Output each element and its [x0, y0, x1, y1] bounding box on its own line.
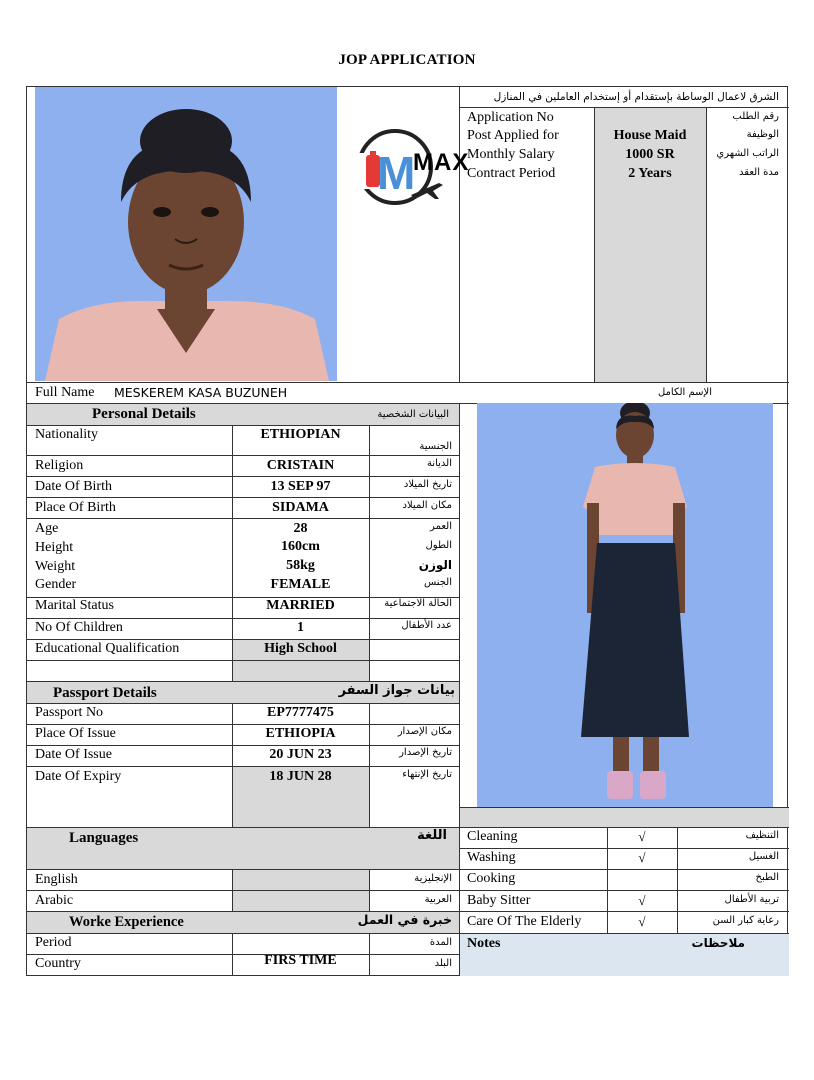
- weight-value: 58kg: [286, 558, 315, 573]
- skill-cooking-ar: الطبخ: [755, 872, 779, 883]
- notes-ar: ملاحظات: [691, 936, 745, 950]
- date-issue-value: 20 JUN 23: [269, 747, 332, 762]
- full-body-photo: [477, 403, 773, 807]
- country-label: Country: [35, 956, 81, 971]
- place-issue-label: Place Of Issue: [35, 726, 116, 741]
- personal-heading: Personal Details: [92, 406, 196, 422]
- contract-value: 2 Years: [628, 166, 672, 181]
- post-label: Post Applied for: [467, 128, 559, 143]
- contract-ar: مدة العقد: [739, 167, 779, 178]
- nationality-ar: الجنسية: [419, 441, 452, 452]
- height-ar: الطول: [425, 540, 452, 551]
- gender-ar: الجنس: [423, 577, 452, 588]
- languages-heading: Languages: [69, 830, 139, 846]
- marital-ar: الحالة الاجتماعية: [384, 598, 452, 609]
- full-name-value: MESKEREM KASA BUZUNEH: [114, 385, 288, 400]
- period-label: Period: [35, 935, 72, 950]
- experience-heading-ar: خبرة في العمل: [357, 912, 452, 927]
- pob-ar: مكان الميلاد: [402, 500, 452, 511]
- skill-baby-sitter-label: Baby Sitter: [467, 893, 531, 908]
- skills-top-shade: [459, 807, 789, 827]
- post-value: House Maid: [613, 128, 687, 143]
- skill-elderly-label: Care Of The Elderly: [467, 914, 582, 929]
- full-name-label: Full Name: [35, 385, 95, 400]
- passport-heading: Passport Details: [53, 685, 157, 701]
- place-issue-value: ETHIOPIA: [265, 726, 336, 741]
- skill-baby-sitter-ar: تربية الأطفال: [724, 894, 779, 905]
- date-expiry-ar: تاريخ الإنتهاء: [402, 769, 452, 780]
- marital-label: Marital Status: [35, 598, 114, 613]
- personal-heading-ar: البيانات الشخصية: [377, 409, 449, 420]
- skill-cleaning-label: Cleaning: [467, 829, 518, 844]
- salary-label: Monthly Salary: [467, 147, 555, 162]
- date-issue-ar: تاريخ الإصدار: [399, 747, 452, 758]
- date-expiry-value: 18 JUN 28: [269, 769, 332, 784]
- age-ar: العمر: [430, 521, 452, 532]
- nationality-label: Nationality: [35, 427, 98, 442]
- marital-value: MARRIED: [266, 598, 335, 613]
- religion-value: CRISTAIN: [266, 458, 335, 473]
- application-no-label: Application No: [467, 110, 554, 125]
- logo-text: MAX: [413, 149, 470, 176]
- english-ar: الإنجليزية: [414, 873, 452, 884]
- application-no-ar: رقم الطلب: [732, 111, 779, 122]
- passport-no-label: Passport No: [35, 705, 104, 720]
- pob-value: SIDAMA: [272, 500, 329, 515]
- gender-value: FEMALE: [270, 577, 331, 592]
- height-label: Height: [35, 540, 74, 555]
- children-ar: عدد الأطفال: [401, 620, 452, 631]
- weight-label: Weight: [35, 559, 76, 574]
- dob-value: 13 SEP 97: [270, 479, 331, 494]
- religion-ar: الديانة: [426, 458, 452, 469]
- skill-elderly-ar: رعاية كبار السن: [712, 915, 779, 926]
- post-ar: الوظيفة: [746, 129, 779, 140]
- experience-value: FIRS TIME: [264, 953, 337, 968]
- full-name-ar: الإسم الكامل: [657, 387, 712, 398]
- notes-label: Notes: [467, 936, 501, 951]
- age-value: 28: [293, 521, 308, 536]
- agency-name-ar: الشرق لاعمال الوساطة بإستقدام أو إستخدام العاملين في المنازل: [493, 91, 779, 103]
- skill-elderly-check: √: [638, 914, 646, 929]
- skill-washing-label: Washing: [467, 850, 516, 865]
- skill-cleaning-ar: التنظيف: [745, 830, 779, 841]
- portrait-photo: [35, 87, 337, 381]
- contract-label: Contract Period: [467, 166, 556, 181]
- languages-heading-ar: اللغة: [417, 828, 447, 843]
- height-value: 160cm: [281, 539, 320, 554]
- application-form: [26, 86, 788, 976]
- period-ar: المدة: [429, 937, 452, 948]
- skill-washing-ar: الغسيل: [748, 851, 779, 862]
- svg-text:M: M: [377, 147, 416, 199]
- skill-cooking-label: Cooking: [467, 871, 516, 886]
- education-value: High School: [264, 641, 337, 656]
- skill-cleaning-check: √: [638, 829, 646, 844]
- experience-heading: Worke Experience: [69, 914, 184, 930]
- children-value: 1: [297, 620, 304, 635]
- country-ar: البلد: [434, 958, 452, 969]
- dob-label: Date Of Birth: [35, 479, 112, 494]
- date-expiry-label: Date Of Expiry: [35, 769, 122, 784]
- religion-label: Religion: [35, 458, 84, 473]
- salary-value: 1000 SR: [625, 147, 675, 162]
- children-label: No Of Children: [35, 620, 123, 635]
- skill-baby-sitter-check: √: [638, 893, 646, 908]
- passport-heading-ar: بيانات جواز السفر: [338, 683, 455, 698]
- weight-ar: الوزن: [418, 558, 452, 572]
- arabic-ar: العربية: [424, 894, 452, 905]
- education-label: Educational Qualification: [35, 641, 180, 656]
- pob-label: Place Of Birth: [35, 500, 116, 515]
- nationality-value: ETHIOPIAN: [260, 427, 341, 442]
- skill-washing-check: √: [638, 850, 646, 865]
- arabic-label: Arabic: [35, 893, 74, 908]
- salary-ar: الراتب الشهري: [716, 148, 779, 159]
- place-issue-ar: مكان الإصدار: [397, 726, 452, 737]
- page-title: JOP APPLICATION: [338, 52, 476, 68]
- agency-logo: [353, 109, 470, 213]
- dob-ar: تاريخ الميلاد: [403, 479, 452, 490]
- english-label: English: [35, 872, 78, 887]
- gender-label: Gender: [35, 577, 77, 592]
- age-label: Age: [35, 521, 59, 536]
- passport-no-value: EP7777475: [267, 705, 334, 720]
- date-issue-label: Date Of Issue: [35, 747, 112, 762]
